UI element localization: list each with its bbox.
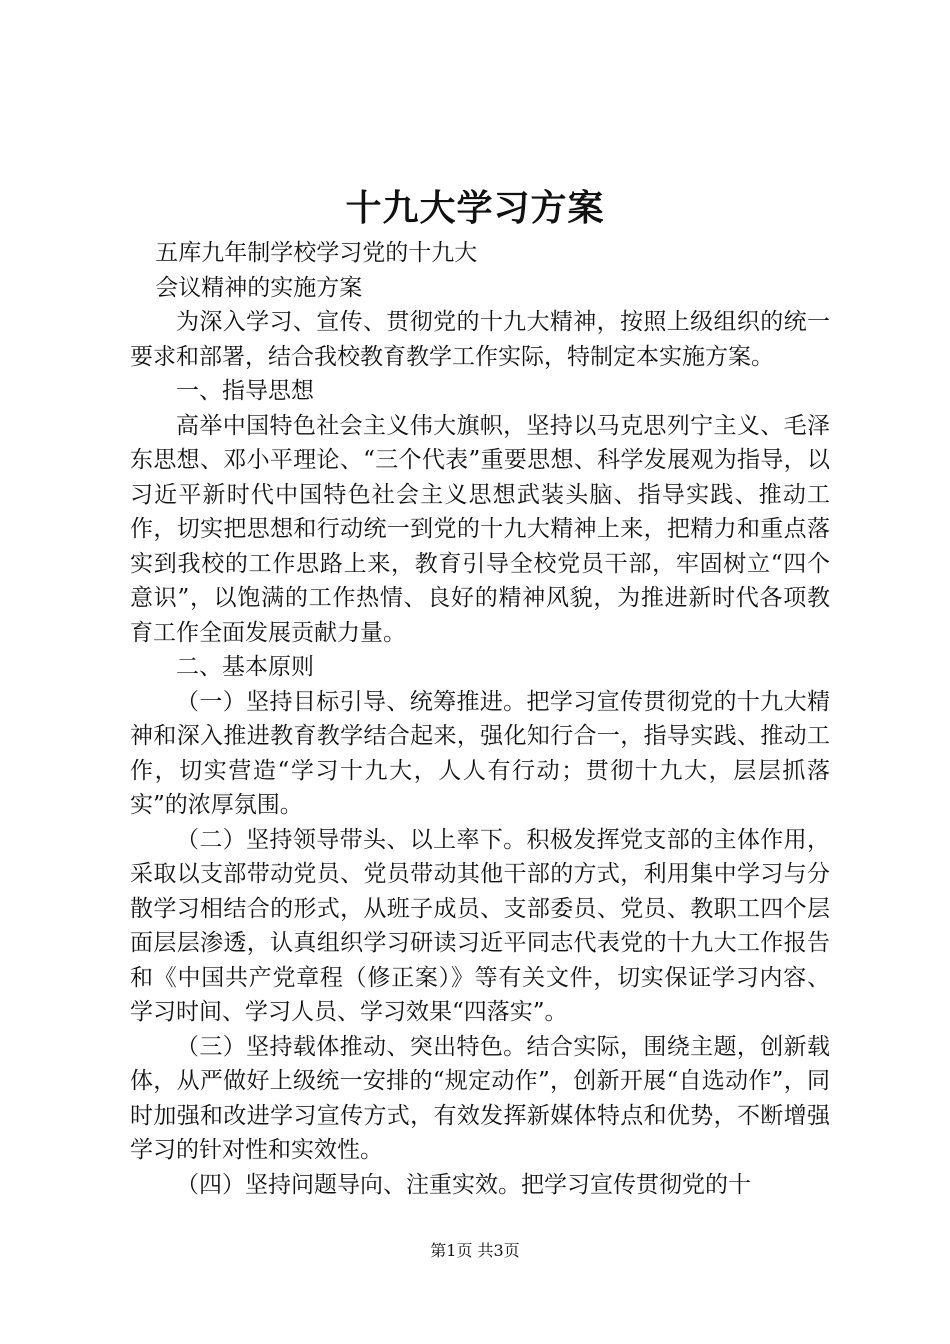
section-heading-basic-principles: 二、基本原则	[176, 654, 314, 680]
intro-line-2: 会议精神的实施方案	[155, 274, 363, 301]
paragraph-principle-3: （三）坚持载体推动、突出特色。结合实际，围绕主题，创新载体，从严做好上级统一安排的“规定动作”，创新开展“自选动作”，同时加强和改进学习宣传方式，有效发挥新媒体特点和优势，不断增强学习的针对性和实效性。	[130, 1033, 830, 1163]
page-footer: 第1页 共3页	[430, 1241, 520, 1260]
paragraph-principle-4: （四）坚持问题导向、注重实效。把学习宣传贯彻党的十	[176, 1171, 751, 1198]
intro-line-1: 五库九年制学校学习党的十九大	[155, 240, 478, 266]
section-heading-guiding-thought: 一、指导思想	[176, 378, 314, 404]
paragraph-principle-2: （二）坚持领导带头、以上率下。积极发挥党支部的主体作用，采取以支部带动党员、党员带动其他干部的方式，利用集中学习与分散学习相结合的形式，从班子成员、支部委员、党员、教职工四个层面层层渗透，认真组织学习研读习近平同志代表党的十九大工作报告和《中国共产党章程（修正案）》等有关文件，切实保证学习内容、学习时间、学习人员、学习效果“四落实”。	[130, 826, 830, 1025]
paragraph-guiding-thought: 高举中国特色社会主义伟大旗帜，坚持以马克思列宁主义、毛泽东思想、邓小平理论、“三个代表”重要思想、科学发展观为指导，以习近平新时代中国特色社会主义思想武装头脑、指导实践、推动工作，切实把思想和行动统一到党的十九大精神上来，把精力和重点落实到我校的工作思路上来，教育引导全校党员干部，牢固树立“四个意识”，以饱满的工作热情、良好的精神风貌，为推进新时代各项教育工作全面发展贡献力量。	[130, 412, 830, 646]
document-title: 十九大学习方案	[345, 187, 605, 229]
paragraph-principle-1: （一）坚持目标引导、统筹推进。把学习宣传贯彻党的十九大精神和深入推进教育教学结合起来，强化知行合一，指导实践、推动工作，切实营造“学习十九大，人人有行动；贯彻十九大，层层抓落实”的浓厚氛围。	[130, 688, 830, 818]
paragraph-purpose: 为深入学习、宣传、贯彻党的十九大精神，按照上级组织的统一要求和部署，结合我校教育教学工作实际，特制定本实施方案。	[130, 309, 830, 370]
document-body	[130, 236, 830, 1202]
